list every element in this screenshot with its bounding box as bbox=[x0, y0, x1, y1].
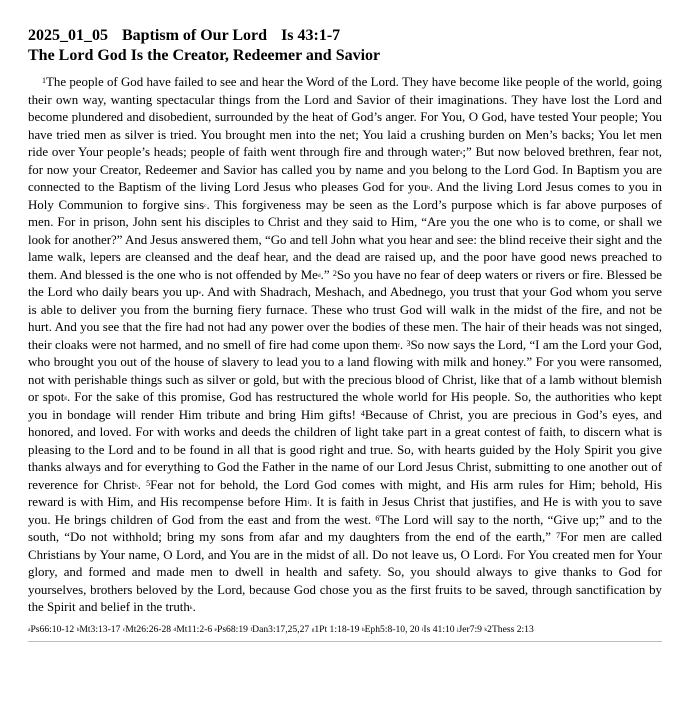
body-text: Because of Christ, you are precious in God’s eyes, and honored, and loved. For with works and deeds the children of light take part in a great contest of faith, to discern what is pleasing to the Lord and to be found in all that is good right and true. So, with hearts guided by the Holy Spirit you give thanks always and for everything to God the Father in the name of our Lord Jesus Christ, submitting to one another out of reverence for Christ bbox=[28, 407, 662, 492]
footnote-ref-mark: f bbox=[250, 626, 253, 633]
body-text: . For the sake of this promise, God has restructured the whole world for His people. So, the authorities who kept you in bondage will render Him tribute and bring Him gifts! bbox=[28, 390, 663, 422]
footer-divider bbox=[28, 641, 662, 642]
verse-number: 4 bbox=[360, 408, 365, 418]
body-text: . For You created men for Your glory, and formed and made men to dwell in health and safety. So, you should always to give thanks to God for yourselves, brothers beloved by the Lord, because God chose you as the first fruits to be saved, through sanctification by the Spirit and belief in the truth bbox=[28, 547, 662, 614]
footnote-ref-mark: b bbox=[76, 626, 80, 633]
body-text: The Lord will say to the north, “Give up;” and to the south, “Do not withhold; bring my sons from afar and my daughters from the end of the earth,” bbox=[28, 512, 662, 544]
body-text: The people of God have failed to see and hear the Word of the Lord. They have become like people of the world, going their own way, wanting spectacular things from the Lord and Savior of their imaginations. They have lost the Lord and become plundered and disobedient, surrounded by the heat of God’s anger. For You, O God, have tested Your people; You have tried men as silver is tried. You brought men into the net; You laid a crushing burden on Men’s backs; You let men ride over Your people’s heads; people of faith went through fire and through water bbox=[28, 75, 662, 159]
body-text: . bbox=[137, 477, 141, 492]
footnote-ref: Jer7:9 bbox=[458, 623, 482, 635]
footnote-ref: 2Thess 2:13 bbox=[487, 623, 534, 635]
body-text: . This forgiveness may be seen as the Lord’s purpose which is far above purposes of men. For in prison, John sent his disciples to Christ and they said to Him, “Are you the one who is to come, or shall we look for another?” And Jesus answered them, “Go and tell John what you hear and see: the blind receive their sight and the lame walk, lepers are cleansed and the deaf hear, and the dead are raised up, and the poor have good news preached to them. And blessed is the one who is not offended by Me bbox=[28, 197, 662, 282]
footnote-mark: a bbox=[459, 150, 463, 156]
body-text: . It is faith in Jesus Christ that justifies, and He is with you to save you. He brings children of God from the east and from the west. bbox=[28, 495, 662, 527]
body-text: So you have no fear of deep waters or rivers or fire. Blessed be the Lord who daily bears you up bbox=[28, 267, 662, 299]
body-text: For men are called Christians by Your name, O Lord, and You are in the midst of all. Do not leave us, O Lord bbox=[28, 530, 663, 562]
footnote-ref-mark: a bbox=[28, 626, 31, 633]
footnote-ref-mark: g bbox=[311, 626, 315, 633]
sermon-reading: Is 43:1-7 bbox=[281, 27, 341, 44]
sermon-title: The Lord God Is the Creator, Redeemer and Savior bbox=[28, 47, 381, 64]
footnote-mark: e bbox=[198, 290, 202, 296]
header-line bbox=[28, 26, 662, 46]
footnote-ref: Is 41:10 bbox=[423, 623, 455, 635]
footnote-references bbox=[28, 623, 662, 637]
sermon-body bbox=[28, 74, 662, 617]
body-text: .” bbox=[320, 267, 330, 282]
body-text: . And with Shadrach, Meshach, and Abednego, you trust that your God whom you serve is able to deliver you from the burning fiery furnace. These who trust God will walk in the midst of the fire, and not be hurt. And you see that the fire had not had any power over the bodies of these men. The hair of their heads was not singed, their cloaks were not harmed, and no smell of fire had come upon them bbox=[28, 285, 662, 352]
footnote-mark: c bbox=[204, 202, 207, 209]
footnote-mark: g bbox=[64, 395, 68, 401]
footnote-ref-mark: j bbox=[457, 626, 459, 633]
body-text: So now says the Lord, “I am the Lord your God, who brought you out of the house of slavery to lead you to a land flowing with milk and honey.” For you were ransomed, not with perishable things such as silver or gold, but with the precious blood of Christ, like that of a lamb without blemish or spot bbox=[28, 337, 662, 404]
footnote-mark: f bbox=[398, 342, 400, 349]
verse-number: 5 bbox=[146, 478, 151, 488]
footnote-ref: Ps66:10-12 bbox=[30, 623, 75, 635]
footnote-ref: Mt26:26-28 bbox=[125, 623, 172, 635]
footnote-ref-mark: i bbox=[421, 626, 424, 633]
footnote-ref: Eph5:8-10, 20 bbox=[364, 623, 420, 635]
verse-number: 3 bbox=[406, 338, 411, 348]
footnote-mark: k bbox=[189, 605, 193, 611]
footnote-mark: j bbox=[498, 552, 501, 559]
footnote-ref-mark: e bbox=[214, 626, 217, 633]
verse-number: 1 bbox=[42, 76, 46, 85]
footnote-ref-mark: k bbox=[484, 626, 488, 633]
footnote-mark: i bbox=[307, 500, 309, 506]
footnote-mark: d bbox=[317, 272, 321, 279]
footnote-mark: h bbox=[134, 482, 138, 489]
footnote-ref-mark: h bbox=[361, 626, 365, 633]
body-text: . bbox=[192, 600, 196, 614]
footnote-mark: b bbox=[427, 185, 430, 191]
verse-number: 7 bbox=[556, 531, 561, 540]
body-text: Fear not for behold, the Lord God comes with might, and His arm rules for Him; behold, His reward is with Him, and His recompense before Him bbox=[28, 477, 662, 509]
footnote-ref-mark: d bbox=[173, 626, 177, 633]
footnote-ref: Ps68:19 bbox=[216, 623, 248, 635]
verse-number: 2 bbox=[332, 268, 337, 278]
footnote-ref: Mt3:13-17 bbox=[79, 623, 121, 635]
footnote-ref: Dan3:17,25,27 bbox=[252, 623, 310, 635]
body-text: ;” But now beloved brethren, fear not, for now your Creator, Redeemer and Savior has called you by name and you belong to the Lord God. In Baptism you are connected to the Baptism of the living Lord Jesus who pleases God for you bbox=[28, 145, 662, 194]
footnote-ref-mark: c bbox=[122, 626, 126, 633]
body-text: . bbox=[399, 337, 404, 352]
footnote-ref: 1Pt 1:18-19 bbox=[314, 623, 360, 635]
sermon-date: 2025_01_05 bbox=[28, 27, 108, 44]
sermon-occasion: Baptism of Our Lord bbox=[122, 27, 268, 44]
verse-number: 6 bbox=[375, 513, 380, 523]
document-page bbox=[28, 26, 662, 642]
footnote-ref: Mt11:2-6 bbox=[176, 623, 213, 635]
body-text: . And the living Lord Jesus comes to you in Holy Communion to forgive sins bbox=[28, 180, 662, 212]
